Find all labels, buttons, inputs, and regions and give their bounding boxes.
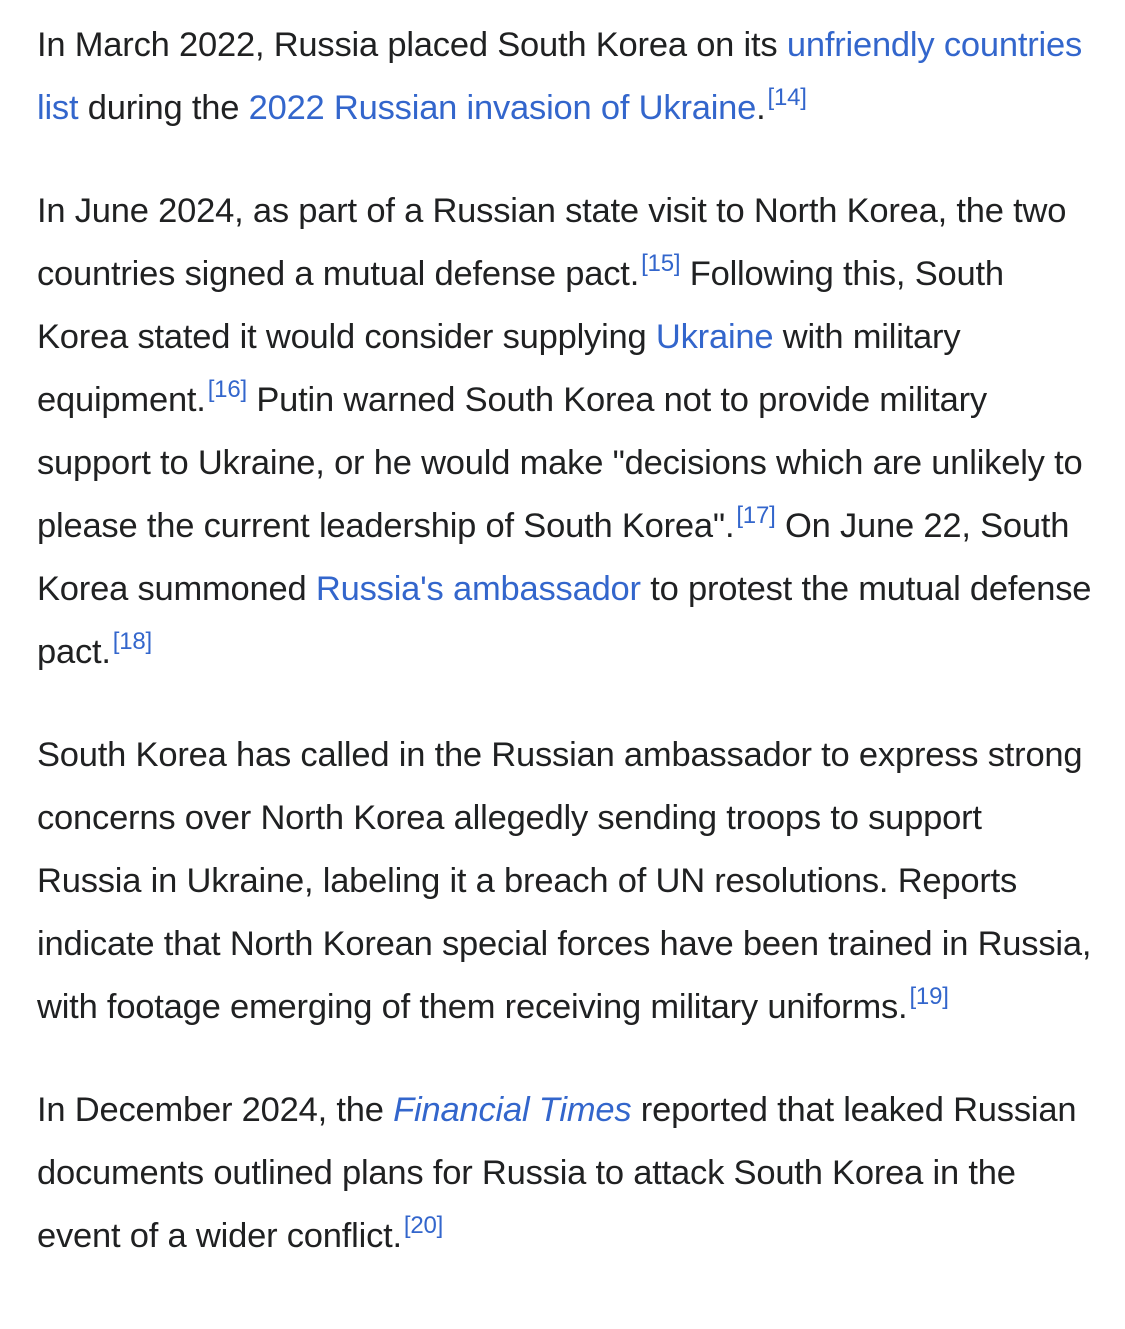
citation-18[interactable] <box>113 628 152 655</box>
text-span: In June 2024, as part of a Russian state visit to North Korea, the two countries signed a mutual defense pact. <box>37 192 1067 293</box>
paragraph-defense-pact <box>37 180 1092 684</box>
citation-17[interactable] <box>736 502 775 529</box>
citation-link[interactable]: [17] <box>736 502 776 529</box>
citation-16[interactable] <box>208 376 247 403</box>
citation-15[interactable] <box>641 250 680 277</box>
text-span: Putin warned South Korea not to provide military support to Ukraine, or he would make "decisions which are unlikely to please the current leadership of South Korea". <box>37 381 1083 545</box>
link-2022-russian-invasion[interactable]: 2022 Russian invasion of Ukraine <box>248 89 757 127</box>
text-span: during the <box>78 89 249 127</box>
paragraph-troops-concerns <box>37 724 1092 1039</box>
text-span: to protest the mutual defense pact. <box>37 570 1092 671</box>
citation-link[interactable]: [19] <box>909 983 949 1010</box>
citation-19[interactable] <box>909 983 948 1010</box>
text-span: . <box>756 89 766 127</box>
citation-link[interactable]: [16] <box>207 376 247 403</box>
citation-14[interactable] <box>768 84 807 111</box>
article-content <box>37 14 1092 1308</box>
text-span: South Korea has called in the Russian ambassador to express strong concerns over North Korea allegedly sending troops to support Russia in Ukraine, labeling it a breach of UN resolutions. Reports indicate that North Korean special forces have been trained in Russia, with footage emerging of them receiving military uniforms. <box>37 736 1092 1026</box>
link-unfriendly-countries-list[interactable]: unfriendly countries list <box>37 26 1083 127</box>
text-span: reported that leaked Russian documents outlined plans for Russia to attack South Korea in the event of a wider conflict. <box>37 1091 1077 1255</box>
link-ukraine[interactable]: Ukraine <box>655 318 774 356</box>
paragraph-unfriendly-countries <box>37 14 1092 140</box>
paragraph-financial-times <box>37 1079 1092 1268</box>
citation-link[interactable]: [20] <box>403 1212 444 1239</box>
text-span: In March 2022, Russia placed South Korea on its <box>37 26 787 64</box>
citation-link[interactable]: [14] <box>767 84 807 111</box>
citation-link[interactable]: [15] <box>641 250 681 277</box>
text-span: with military equipment. <box>37 318 961 419</box>
citation-link[interactable]: [18] <box>112 628 153 655</box>
link-financial-times[interactable]: Financial Times <box>393 1091 632 1129</box>
link-russias-ambassador[interactable]: Russia's ambassador <box>315 570 641 608</box>
text-span: Following this, South Korea stated it would consider supplying <box>37 255 1004 356</box>
citation-20[interactable] <box>404 1212 443 1239</box>
text-span: On June 22, South Korea summoned <box>37 507 1070 608</box>
text-span: In December 2024, the <box>37 1091 394 1129</box>
